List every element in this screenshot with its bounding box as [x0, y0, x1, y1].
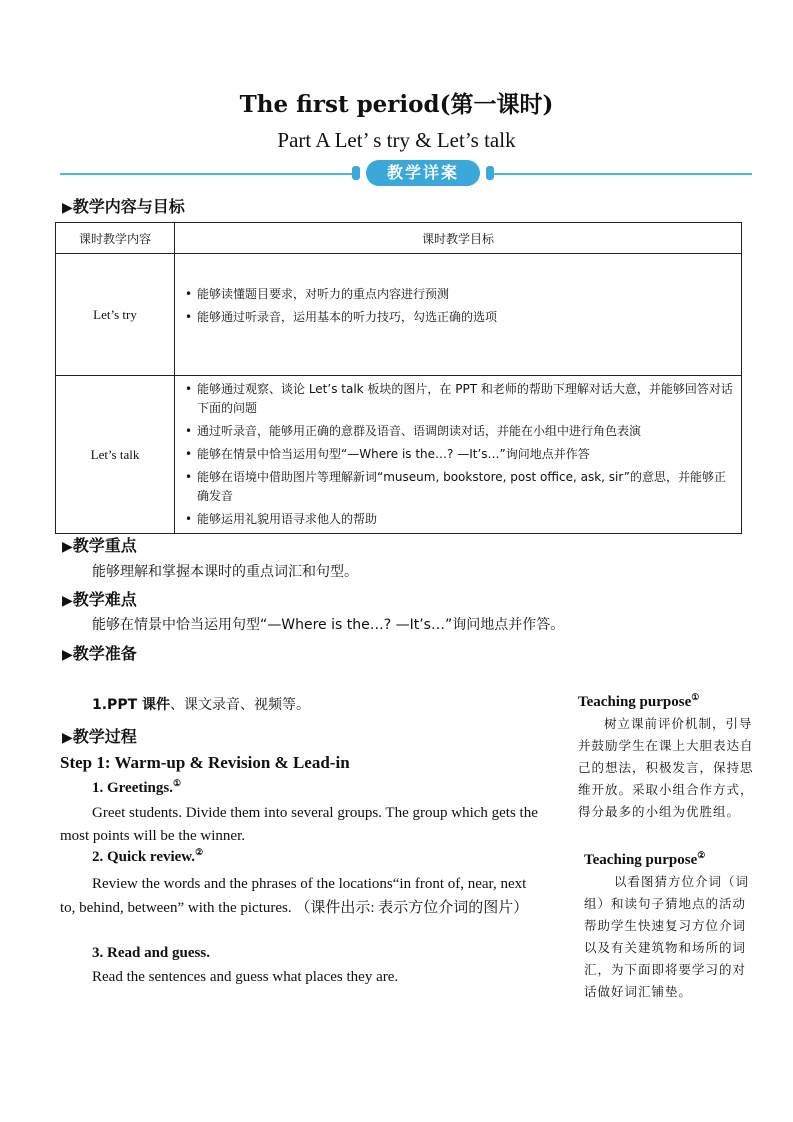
row-goals-lets-talk	[175, 376, 742, 534]
heading-content-goals: ▶教学内容与目标	[62, 197, 185, 216]
item-text-quick-review: Review the words and the phrases of the locations“in front of, near, next to, behind, between” with the pictures. （课件出示: 表示方位介词的图片）	[60, 876, 529, 916]
note-text: 树立课前评价机制，引导并鼓励学生在课上大胆表达自己的想法，积极发言，保持思维开放。采取小组合作方式，得分最多的小组为优胜组。	[578, 716, 754, 819]
heading-difficulties: ▶教学难点	[62, 590, 137, 609]
heading-process: ▶教学过程	[62, 727, 137, 746]
table-header-row	[56, 223, 742, 254]
section-banner	[352, 160, 494, 186]
triangle-icon: ▶	[62, 539, 73, 555]
note-text: 以看图猜方位介词（词组）和读句子猜地点的活动帮助学生快速复习方位介词以及有关建筑物和场所的词汇，为下面即将要学习的对话做好词汇铺垫。	[584, 874, 750, 999]
table-row	[56, 376, 742, 534]
item-title-read-guess: 3. Read and guess.	[92, 945, 210, 961]
page-title: The first period(第一课时)	[239, 91, 554, 118]
triangle-icon: ▶	[62, 593, 73, 609]
goal-item: • 能够在情景中恰当运用句型“—Where is the…? —It’s…”询问地点并作答	[185, 447, 590, 461]
note-title: Teaching purpose①	[578, 692, 700, 710]
goal-item: • 能够通过观察、谈论 Let’s talk 板块的图片，在 PPT 和老师的帮助下理解对话大意，并能够回答对话下面的问题	[185, 382, 733, 415]
banner-cap-right	[486, 166, 494, 180]
item-text-read-guess: Read the sentences and guess what places they are.	[92, 969, 399, 985]
banner-label: 教学详案	[366, 160, 480, 186]
item-text-greetings: Greet students. Divide them into several groups. The group which gets the most points will be the winner.	[60, 805, 538, 844]
col-header-content: 课时教学内容	[56, 223, 175, 254]
table-row	[56, 254, 742, 376]
sidebar-note-1	[578, 692, 756, 823]
preparation-text: 1.PPT 课件、课文录音、视频等。	[92, 697, 311, 713]
page-subtitle: Part A Let’ s try & Let’s talk	[277, 128, 516, 152]
sidebar-note-2	[584, 850, 756, 1003]
goals-table	[55, 222, 742, 534]
triangle-icon: ▶	[62, 200, 73, 216]
goal-item: • 通过听录音，能够用正确的意群及语音、语调朗读对话，并能在小组中进行角色表演	[185, 424, 642, 438]
banner-cap-left	[352, 166, 360, 180]
item-title-greetings: 1. Greetings.①	[92, 778, 182, 796]
heading-preparation: ▶教学准备	[62, 644, 137, 663]
note-title: Teaching purpose②	[584, 850, 706, 868]
row-content-lets-talk: Let’s talk	[56, 376, 175, 534]
col-header-goals: 课时教学目标	[175, 223, 742, 254]
step-heading: Step 1: Warm-up & Revision & Lead-in	[60, 753, 350, 772]
goal-item: • 能够在语境中借助图片等理解新词“museum, bookstore, post office, ask, sir”的意思，并能够正确发音	[185, 470, 727, 503]
row-content-lets-try: Let’s try	[56, 254, 175, 376]
row-goals-lets-try	[175, 254, 742, 376]
goal-item: • 能够通过听录音，运用基本的听力技巧，勾选正确的选项	[185, 309, 498, 324]
goal-item: • 能够运用礼貌用语寻求他人的帮助	[185, 512, 378, 526]
triangle-icon: ▶	[62, 730, 73, 746]
item-title-quick-review: 2. Quick review.②	[92, 847, 204, 865]
goal-item: • 能够读懂题目要求，对听力的重点内容进行预测	[185, 286, 450, 301]
heading-key-points: ▶教学重点	[62, 536, 137, 555]
triangle-icon: ▶	[62, 647, 73, 663]
difficulties-text: 能够在情景中恰当运用句型“—Where is the…? —It’s…”询问地点并作答。	[92, 617, 565, 633]
key-points-text: 能够理解和掌握本课时的重点词汇和句型。	[92, 564, 358, 580]
